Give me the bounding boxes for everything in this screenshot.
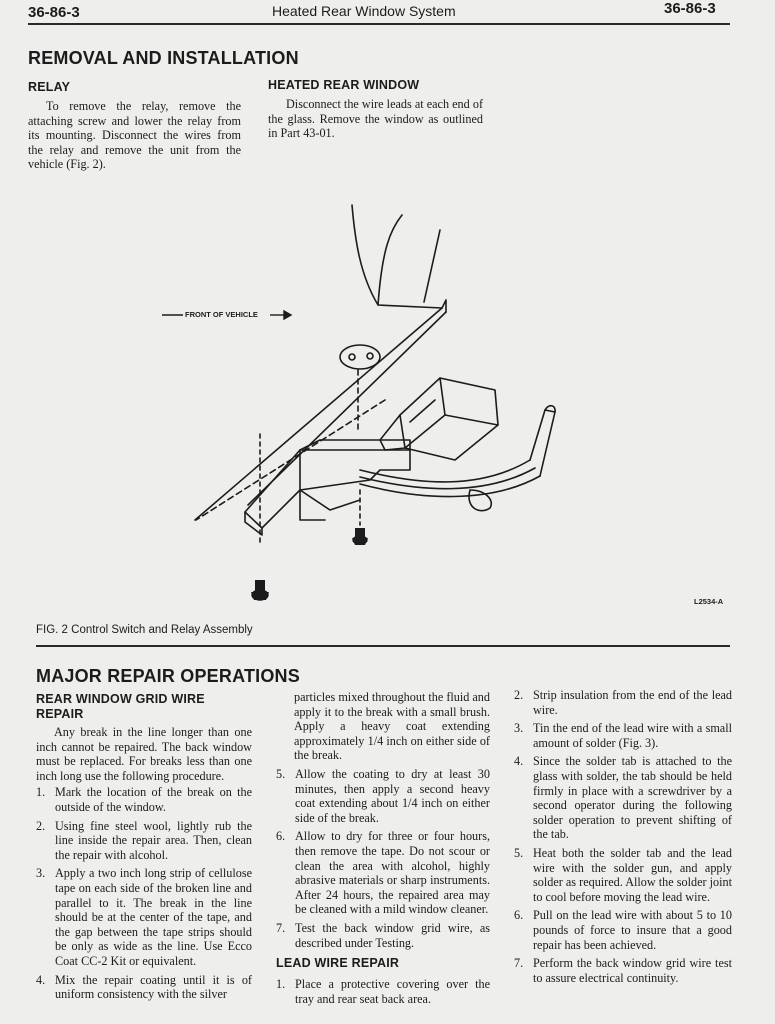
window-text: Disconnect the wire leads at each end of the glass. Remove the window as outlined in Part 43-01. [268, 97, 483, 141]
figure-code: L2534-A [694, 597, 724, 606]
section-heading-removal: REMOVAL AND INSTALLATION [28, 48, 299, 68]
list-item: 6. Allow to dry for three or four hours, then remove the tape. Do not scour or clean the area with alcohol, highly abrasive materials or sharp instruments. After 24 hours, the repaired area may be cleaned with a mild window cleaner. [276, 829, 490, 917]
list-item: 5. Allow the coating to dry at least 30 minutes, then apply a second heavy coat extending about 1/4 inch on either side of the break. [276, 766, 490, 825]
list-item: 1. Place a protective covering over the tray and rear seat back area. [276, 977, 490, 1006]
page-number-right: 36-86-3 [664, 0, 716, 17]
relay-text: To remove the relay, remove the attaching screw and lower the relay from its mounting. Disconnect the wires from the relay and remove the unit from the vehicle (Fig. 2). [28, 99, 241, 172]
lead-wire-steps-col2 [276, 977, 490, 1006]
relay-heading: RELAY [28, 80, 71, 94]
grid-repair-continued-column [276, 690, 490, 1010]
list-item: 7. Perform the back window grid wire test to assure electrical continuity. [514, 956, 732, 985]
grid-repair-heading-line2: REPAIR [36, 707, 84, 721]
relay-section [28, 80, 241, 172]
list-item: 3. Tin the end of the lead wire with a small amount of solder (Fig. 3). [514, 721, 732, 750]
window-heading: HEATED REAR WINDOW [268, 78, 420, 92]
page-number-left: 36-86-3 [28, 4, 80, 21]
grid-repair-steps [36, 785, 252, 1001]
header-rule [28, 23, 730, 25]
grid-repair-intro: Any break in the line longer than one inch cannot be repaired. The back window must be replaced. For breaks less than one inch long use the following procedure. [36, 725, 252, 783]
front-of-vehicle-label: FRONT OF VEHICLE [185, 310, 258, 319]
window-section [268, 78, 483, 141]
lead-wire-heading: LEAD WIRE REPAIR [276, 956, 400, 971]
list-item: 6. Pull on the lead wire with about 5 to 10 pounds of force to insure that a good repair has been achieved. [514, 908, 732, 952]
list-item: 1. Mark the location of the break on the outside of the window. [36, 785, 252, 814]
list-item: 2. Using fine steel wool, lightly rub the line inside the repair area. Then, clean the repair with alcohol. [36, 818, 252, 862]
list-item: 4. Since the solder tab is attached to the glass with solder, the tab should be held firmly in place with a screwdriver by a second operator during the following solder operation to prevent shifting of the tab. [514, 754, 732, 842]
grid-repair-step4-continued: particles mixed throughout the fluid and apply it to the break with a small brush. Apply a heavy coat extending approximately 1/4 inch on either side of the break. [294, 690, 490, 763]
relay-assembly-illustration [0, 190, 775, 620]
grid-repair-steps-continued [276, 767, 490, 950]
list-item: 3. Apply a two inch long strip of cellulose tape on each side of the broken line and parallel to it. The break in the line should be at the center of the tape, and the gap between the tape strips should be only as wide as the line. Use Ecco Coat CC-2 Kit or equivalent. [36, 866, 252, 968]
page-header-title: Heated Rear Window System [272, 3, 456, 19]
figure-caption: FIG. 2 Control Switch and Relay Assembly [36, 624, 253, 636]
list-item: 5. Heat both the solder tab and the lead wire with the solder gun, and apply solder as required. Allow the solder joint to cool before moving the lead wire. [514, 845, 732, 904]
grid-repair-column [36, 692, 252, 1006]
grid-repair-heading-line1: REAR WINDOW GRID WIRE [36, 692, 205, 706]
section-heading-major-repair: MAJOR REPAIR OPERATIONS [36, 666, 300, 686]
list-item: 4. Mix the repair coating until it is of uniform consistency with the silver [36, 972, 252, 1002]
lead-wire-column [514, 688, 732, 989]
lead-wire-steps [514, 688, 732, 985]
section-rule [36, 645, 730, 647]
list-item: 2. Strip insulation from the end of the lead wire. [514, 688, 732, 717]
list-item: 7. Test the back window grid wire, as described under Testing. [276, 920, 490, 950]
